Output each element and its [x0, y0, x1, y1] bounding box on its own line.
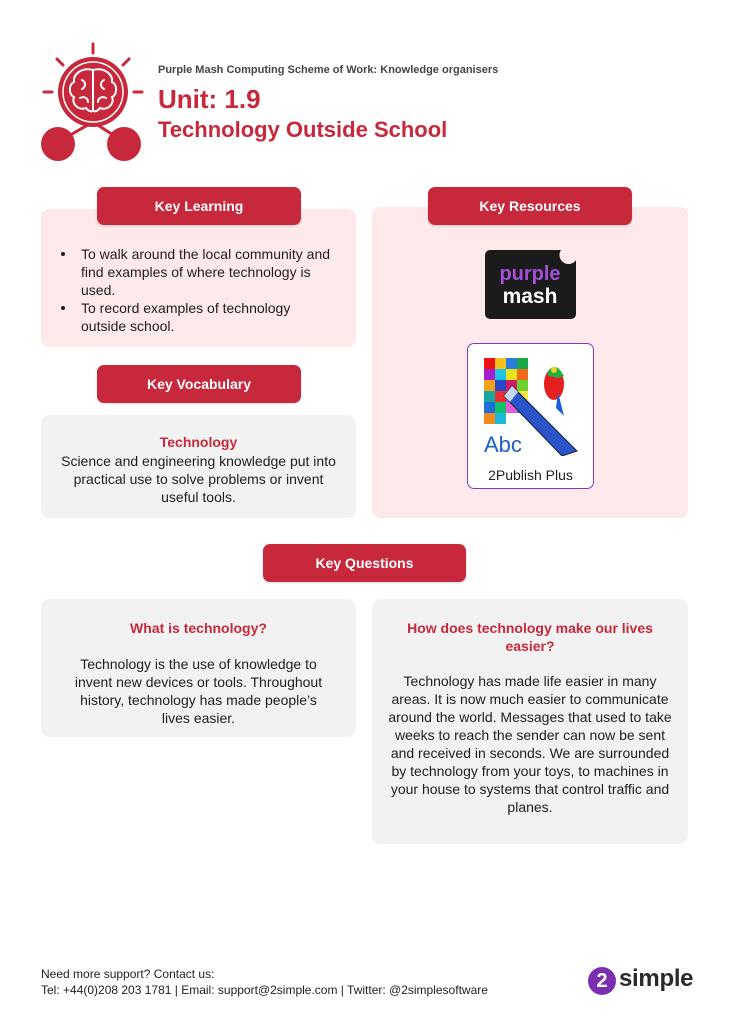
key-vocabulary-heading: Key Vocabulary: [97, 365, 301, 403]
key-learning-item: To walk around the local community and find examples of where technology is used.: [58, 245, 338, 299]
question-1-heading: What is technology?: [130, 620, 267, 636]
footer-support-heading: Need more support? Contact us:: [41, 967, 215, 981]
2simple-logo-text: simple: [619, 965, 694, 992]
2simple-logo-mark: 2: [588, 967, 616, 995]
question-2-heading: How does technology make our lives easier?: [407, 620, 653, 654]
footer-contact-details: Tel: +44(0)208 203 1781 | Email: support@2simple.com | Twitter: @2simplesoftware: [41, 983, 488, 997]
vocabulary-term: Technology: [159, 434, 238, 450]
key-learning-list: [58, 245, 338, 335]
vocabulary-definition: Science and engineering knowledge put into practical use to solve problems or invent useful tools.: [61, 453, 336, 505]
key-learning-heading: Key Learning: [97, 187, 301, 225]
page-title: Technology Outside School: [158, 117, 448, 142]
question-2-answer: Technology has made life easier in many areas. It is now much easier to communicate around the world. Messages that used to take weeks to reach the sender can now be sent and received in seconds. We are surrounded by technology from your toys, to machines in your house to systems that control traffic and planes.: [388, 673, 672, 815]
question-1-answer: Technology is the use of knowledge to invent new devices or tools. Throughout history, technology has made people’s lives easier.: [74, 656, 323, 726]
header-subtitle: Purple Mash Computing Scheme of Work: Knowledge organisers: [158, 64, 499, 76]
purple-mash-logo-line2: mash: [502, 285, 558, 308]
2publish-plus-icon-text: Abc: [484, 432, 522, 456]
key-questions-heading: Key Questions: [263, 544, 466, 582]
purple-mash-logo-line1: purple: [499, 263, 561, 285]
brain-logo-icon: [38, 40, 148, 164]
key-learning-item: To record examples of technology outside school.: [58, 299, 338, 335]
2publish-plus-label: 2Publish Plus: [488, 467, 573, 483]
unit-number: Unit: 1.9: [158, 84, 261, 114]
2publish-plus-icon: [482, 356, 582, 456]
purple-mash-logo: [485, 250, 576, 319]
2simple-logo[interactable]: [588, 965, 694, 996]
key-resources-heading: Key Resources: [428, 187, 632, 225]
